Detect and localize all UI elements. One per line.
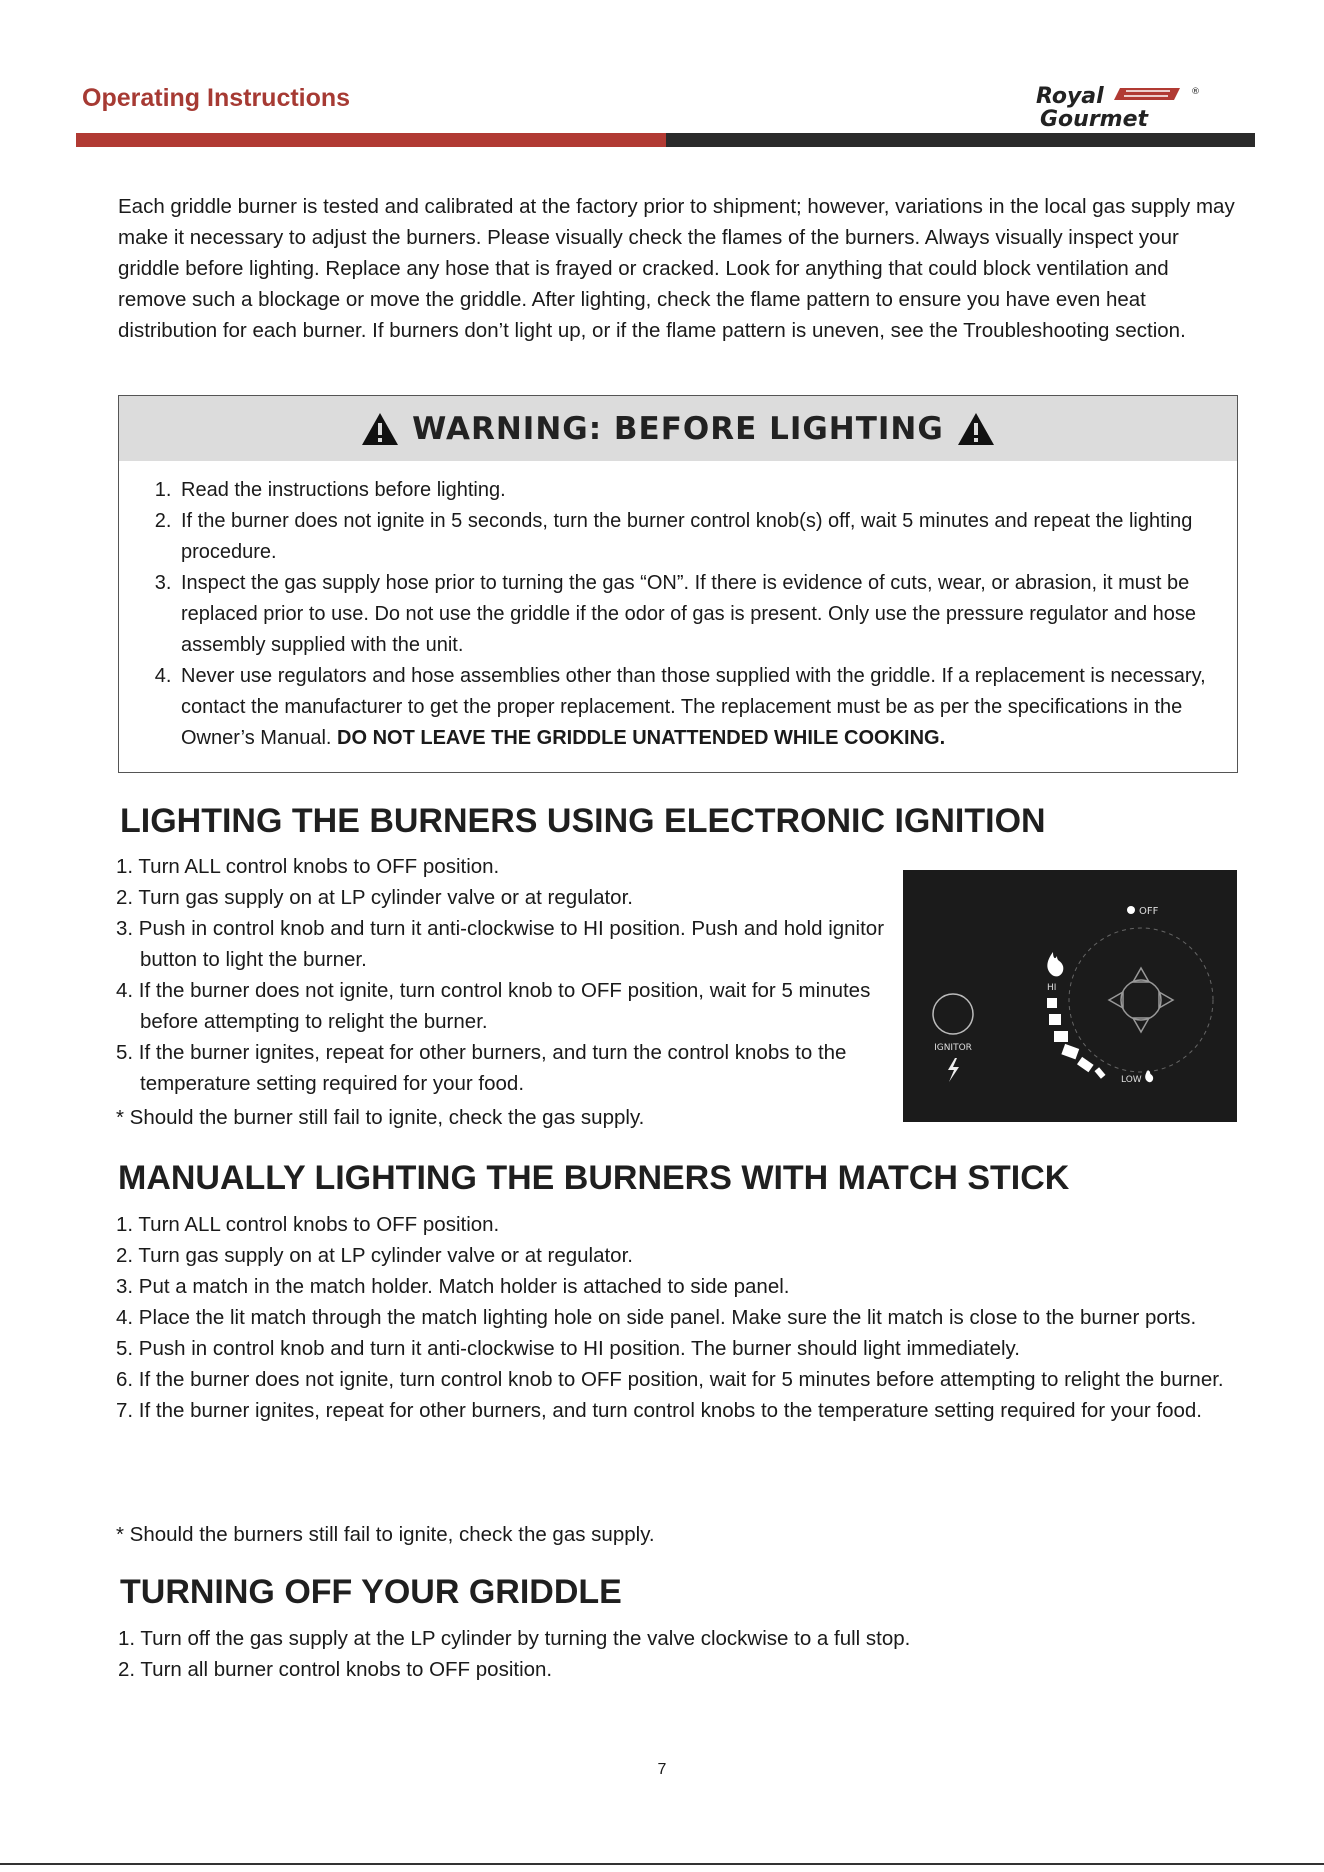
hi-label: HI	[1047, 983, 1057, 993]
warning-emphasis: DO NOT LEAVE THE GRIDDLE UNATTENDED WHILE COOKING.	[337, 727, 946, 749]
warning-triangle-icon	[956, 411, 996, 447]
logo-flag-icon	[1114, 88, 1180, 100]
warning-item: 2. If the burner does not ignite in 5 seconds, turn the burner control knob(s) off, wait 5 minutes and repeat the lighting procedure.	[177, 506, 1207, 568]
spark-icon	[948, 1058, 959, 1082]
turnoff-steps-list	[118, 1623, 1218, 1685]
off-dot-icon	[1127, 906, 1135, 914]
page-number: 7	[657, 1761, 667, 1778]
list-item: 4. If the burner does not ignite, turn control knob to OFF position, wait for 5 minutes before attempting to relight the burner.	[116, 979, 871, 1033]
knob-dial-ring	[1069, 928, 1213, 1072]
list-item: 2. Turn gas supply on at LP cylinder valve or at regulator.	[116, 1244, 633, 1267]
page-header-title: Operating Instructions	[82, 84, 351, 112]
manual-steps-list	[116, 1209, 1238, 1426]
list-item: 3. Push in control knob and turn it anti-clockwise to HI position. Push and hold ignitor button to light the burner.	[116, 917, 885, 971]
header-bar-red	[76, 133, 666, 147]
royal-gourmet-logo	[1030, 82, 1230, 130]
list-item: 7. If the burner ignites, repeat for other burners, and turn control knobs to the temperature setting required for your food.	[116, 1399, 1202, 1422]
list-item: 5. Push in control knob and turn it anti-clockwise to HI position. The burner should light immediately.	[116, 1337, 1020, 1360]
low-label: LOW	[1121, 1075, 1142, 1085]
section-heading-turning-off: TURNING OFF YOUR GRIDDLE	[120, 1573, 622, 1611]
manual-note: * Should the burners still fail to ignite, check the gas supply.	[116, 1523, 655, 1546]
warning-title: WARNING: BEFORE LIGHTING	[412, 410, 944, 447]
control-knob-icon	[1109, 968, 1173, 1032]
off-label: OFF	[1139, 906, 1159, 917]
list-item: 2. Turn gas supply on at LP cylinder valve or at regulator.	[116, 886, 633, 909]
warning-triangle-icon	[360, 411, 400, 447]
warning-header	[119, 396, 1237, 461]
flame-level-wedge-icon	[1047, 998, 1106, 1079]
section-heading-manual-lighting: MANUALLY LIGHTING THE BURNERS WITH MATCH STICK	[118, 1159, 1070, 1197]
warning-item: 3. Inspect the gas supply hose prior to turning the gas “ON”. If there is evidence of cuts, wear, or abrasion, it must be replaced prior to use. Do not use the griddle if the odor of gas is present. Only use the pressure regulator and hose assembly supplied with the unit.	[177, 568, 1207, 661]
hi-flame-icon	[1047, 952, 1063, 976]
header-bar-dark	[666, 133, 1255, 147]
electronic-note: * Should the burner still fail to ignite, check the gas supply.	[116, 1106, 645, 1129]
intro-paragraph: Each griddle burner is tested and calibrated at the factory prior to shipment; however, variations in the local gas supply may make it necessary to adjust the burners. Please visually check the flames of the burners. Always visually inspect your griddle before lighting. Replace any hose that is frayed or cracked. Look for anything that could block ventilation and remove such a blockage or move the griddle. After lighting, check the flame pattern to ensure you have even heat distribution for each burner. If burners don’t light up, or if the flame pattern is uneven, see the Troubleshooting section.	[118, 195, 1235, 342]
logo-text-gourmet: Gourmet	[1040, 107, 1149, 130]
logo-registered-mark: ®	[1191, 87, 1200, 97]
list-item: 1. Turn ALL control knobs to OFF position.	[116, 855, 500, 878]
footer-divider	[0, 1863, 1324, 1865]
electronic-steps-list	[116, 851, 896, 1099]
list-item: 3. Put a match in the match holder. Match holder is attached to side panel.	[116, 1275, 790, 1298]
ignitor-button-icon	[933, 994, 973, 1034]
warning-item: 1. Read the instructions before lighting.	[177, 475, 1207, 506]
ignitor-label: IGNITOR	[934, 1043, 972, 1053]
warning-item: 4. Never use regulators and hose assemblies other than those supplied with the griddle. If a replacement is necessary, contact the manufacturer to get the proper replacement. The replacement must be as per the specifications in the Owner’s Manual. DO NOT LEAVE THE GRIDDLE UNATTENDED WHILE COOKING.	[177, 661, 1207, 754]
list-item: 6. If the burner does not ignite, turn control knob to OFF position, wait for 5 minutes before attempting to relight the burner.	[116, 1368, 1224, 1391]
logo-text-royal: Royal	[1036, 84, 1104, 109]
list-item: 1. Turn ALL control knobs to OFF position.	[116, 1213, 500, 1236]
section-heading-electronic-ignition: LIGHTING THE BURNERS USING ELECTRONIC IGNITION	[120, 802, 1046, 840]
control-panel-illustration	[903, 870, 1237, 1122]
list-item: 1. Turn off the gas supply at the LP cylinder by turning the valve clockwise to a full stop.	[118, 1627, 911, 1650]
list-item: 5. If the burner ignites, repeat for other burners, and turn the control knobs to the temperature setting required for your food.	[116, 1041, 847, 1095]
warning-box	[118, 395, 1238, 773]
list-item: 4. Place the lit match through the match lighting hole on side panel. Make sure the lit match is close to the burner ports.	[116, 1306, 1197, 1329]
warning-list	[119, 461, 1237, 754]
list-item: 2. Turn all burner control knobs to OFF position.	[118, 1658, 553, 1681]
